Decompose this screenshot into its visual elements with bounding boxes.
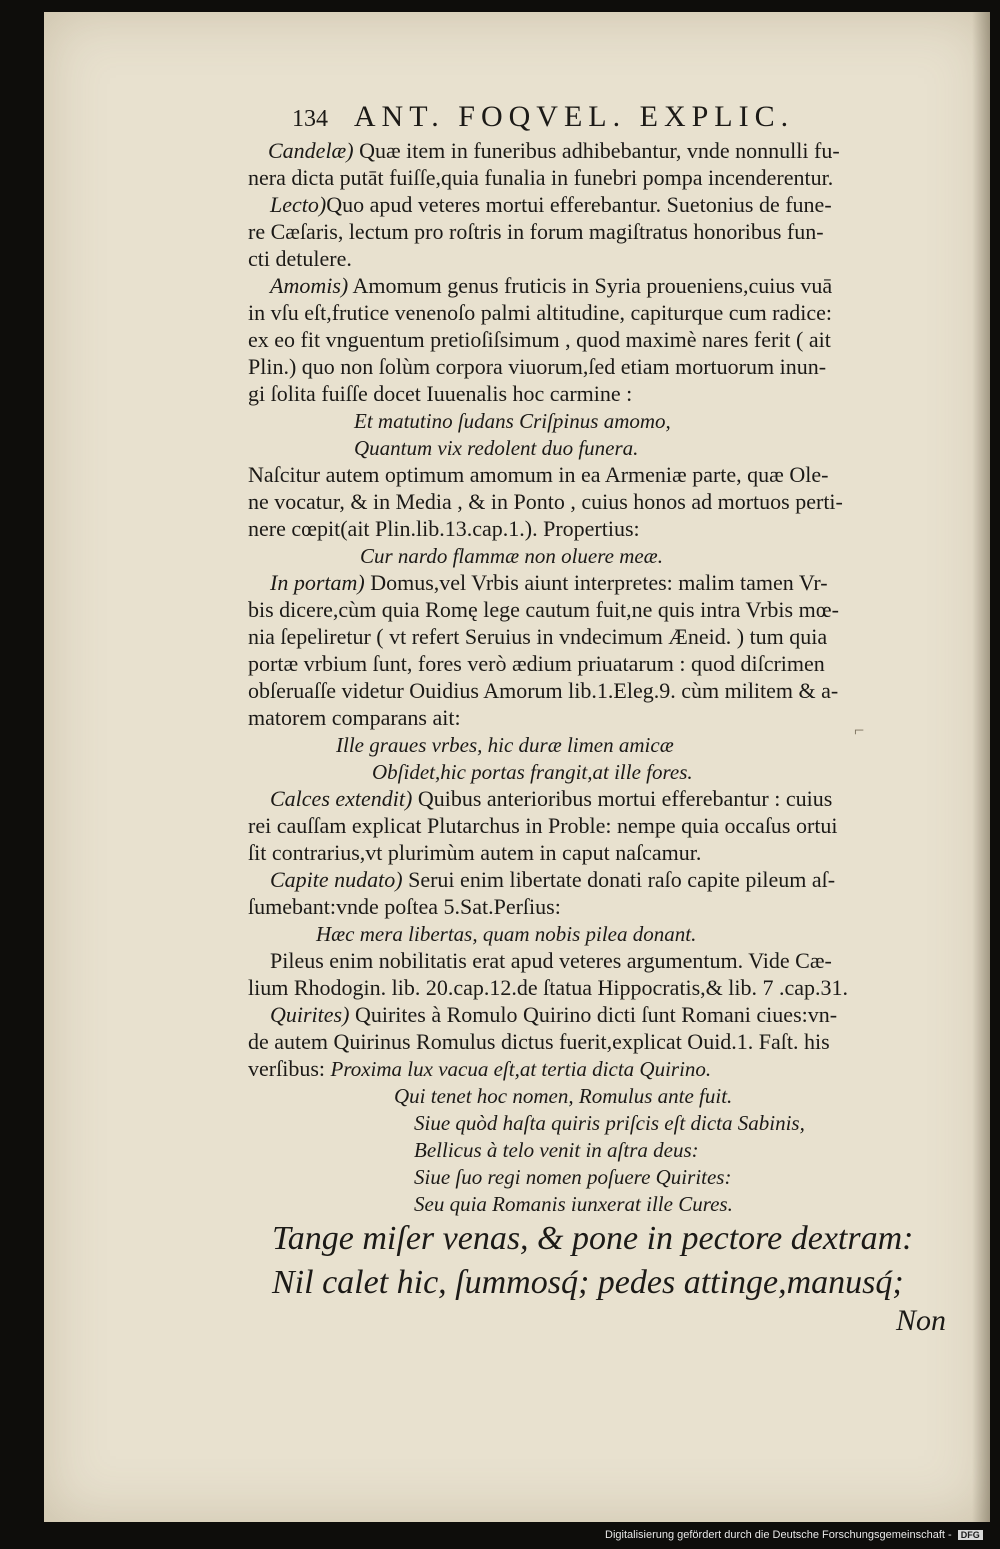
text-line: Lecto)Quo apud veteres mortui efferebantur. Suetonius de fune- — [270, 192, 832, 217]
text-line: Capite nudato) Serui enim libertate donati raſo capite pileum aſ- — [270, 867, 836, 892]
text-line: Ille graues vrbes, hic duræ limen amicæ — [336, 733, 674, 757]
text-line: re Cæſaris, lectum pro roſtris in forum magiſtratus honoribus fun- — [248, 219, 824, 244]
text-line: lium Rhodogin. lib. 20.cap.12.de ſtatua Hippocratis,& lib. 7 .cap.31. — [248, 975, 849, 1000]
text-line: bis dicere,cùm quia Romę lege cautum fuit,ne quis intra Vrbis mœ- — [248, 597, 839, 622]
text-line: portæ vrbium ſunt, fores verò ædium priuatarum : quod diſcrimen — [248, 651, 825, 676]
text-line: cti detulere. — [248, 246, 352, 271]
text-line: Quirites) Quirites à Romulo Quirino dicti ſunt Romani ciues:vn- — [270, 1002, 838, 1027]
footer-text: Digitalisierung gefördert durch die Deutsche Forschungsgemeinschaft - — [605, 1529, 952, 1541]
margin-mark: ⌐ — [854, 720, 865, 740]
text-line: Siue quòd haſta quiris priſcis eſt dicta Sabinis, — [414, 1111, 805, 1135]
text-line: Siue ſuo regi nomen poſuere Quirites: — [414, 1165, 732, 1189]
text-line: verſibus: Proxima lux vacua eſt,at tertia dicta Quirino. — [248, 1056, 712, 1081]
large-verse-line: Nil calet hic, ſummosq́; pedes attinge,manusq́; — [272, 1264, 904, 1301]
running-title: ANT. FOQVEL. EXPLIC. — [353, 100, 795, 133]
dfg-logo: DFG — [958, 1530, 983, 1540]
text-line: Plin.) quo non ſolùm corpora viuorum,ſed etiam mortuorum inun- — [248, 354, 827, 379]
text-line: Amomis) Amomum genus fruticis in Syria proueniens,cuius vuā — [270, 273, 833, 298]
text-line: Et matutino ſudans Criſpinus amomo, — [354, 409, 671, 433]
text-line: Quantum vix redolent duo funera. — [354, 436, 639, 460]
footer-credit — [605, 1529, 983, 1541]
text-line: Candelæ) Quæ item in funeribus adhibebantur, vnde nonnulli fu- — [268, 138, 840, 163]
text-line: In portam) Domus,vel Vrbis aiunt interpretes: malim tamen Vr- — [270, 570, 828, 595]
text-line: de autem Quirinus Romulus dictus fuerit,explicat Ouid.1. Faſt. his — [248, 1029, 830, 1054]
page-number: 134 — [292, 106, 328, 132]
book-page — [44, 12, 990, 1522]
text-line: Seu quia Romanis iunxerat ille Cures. — [414, 1192, 733, 1216]
text-line: ſit contrarius,vt plurimùm autem in caput naſcamur. — [248, 840, 702, 865]
text-line: Bellicus à telo venit in aſtra deus: — [414, 1138, 699, 1162]
text-line: Pileus enim nobilitatis erat apud veteres argumentum. Vide Cæ- — [270, 948, 832, 973]
text-line: in vſu eſt,frutice venenoſo palmi altitudine, capiturque cum radice: — [248, 300, 833, 325]
text-line: nere cœpit(ait Plin.lib.13.cap.1.). Propertius: — [248, 516, 640, 541]
text-line: ne vocatur, & in Media , & in Ponto , cuius honos ad mortuos perti- — [248, 489, 843, 514]
running-header — [292, 100, 794, 134]
text-line: rei cauſſam explicat Plutarchus in Proble: nempe quia occaſus ortui — [248, 813, 838, 838]
text-line: nia ſepeliretur ( vt refert Seruius in vndecimum Æneid. ) tum quia — [248, 624, 828, 649]
large-verse-line: Tange miſer venas, & pone in pectore dextram: — [272, 1220, 914, 1257]
text-line: Cur nardo flammæ non oluere meæ. — [360, 544, 663, 568]
text-line: obſeruaſſe videtur Ouidius Amorum lib.1.Eleg.9. cùm militem & a- — [248, 678, 839, 703]
text-line: matorem comparans ait: — [248, 705, 461, 730]
text-line: Obſidet,hic portas frangit,at ille fores. — [372, 760, 693, 784]
text-line: Qui tenet hoc nomen, Romulus ante fuit. — [394, 1084, 733, 1108]
text-line: Naſcitur autem optimum amomum in ea Armeniæ parte, quæ Ole- — [248, 462, 829, 487]
text-line: Hæc mera libertas, quam nobis pilea donant. — [316, 922, 697, 946]
text-line: Calces extendit) Quibus anterioribus mortui efferebantur : cuius — [270, 786, 833, 811]
text-line: gi ſolita fuiſſe docet Iuuenalis hoc carmine : — [248, 381, 633, 406]
text-line: ex eo fit vnguentum pretioſiſsimum , quod maximè nares ferit ( ait — [248, 327, 831, 352]
text-line: nera dicta putāt fuiſſe,quia funalia in funebri pompa incenderentur. — [248, 165, 834, 190]
catchword: Non — [896, 1304, 947, 1337]
text-line: ſumebant:vnde poſtea 5.Sat.Perſius: — [248, 894, 561, 919]
